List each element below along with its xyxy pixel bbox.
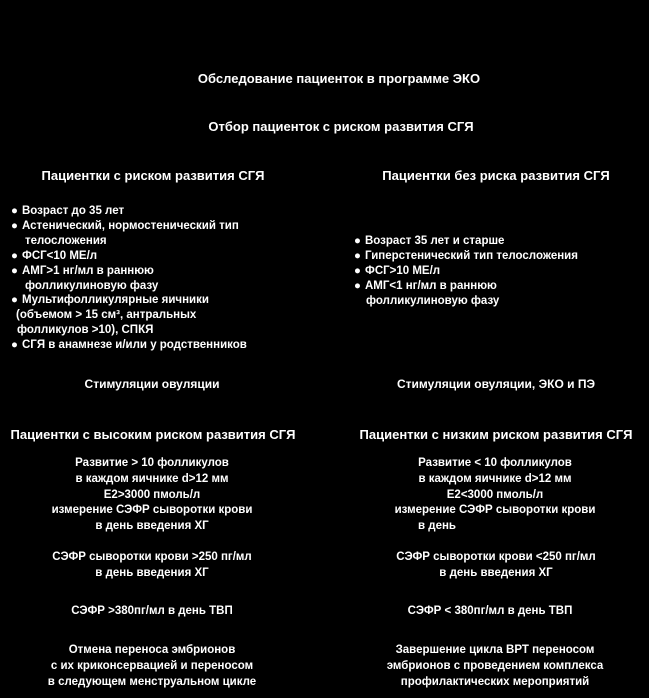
left-criteria-list <box>11 204 247 353</box>
left-stimulation-label: Стимуляции овуляции <box>84 377 220 391</box>
list-item: ● АМГ>1 нг/мл в раннюю фолликулиновую фазу <box>11 264 159 292</box>
bullet-icon: ● <box>11 249 18 262</box>
low-risk-criteria: Развитие < 10 фолликулов в каждом яичнике d>12 мм E2<3000 пмоль/л измерение СЭФР сыворотки крови в день <box>394 457 596 533</box>
low-risk-vegf-tvp: СЭФР < 380пг/мл в день ТВП <box>407 605 573 617</box>
bullet-icon: ● <box>354 279 361 292</box>
bullet-icon: ● <box>354 235 361 247</box>
bullet-icon: ● <box>11 205 18 217</box>
low-risk-vegf: СЭФР сыворотки крови <250 пг/мл в день введения ХГ <box>396 551 596 579</box>
high-risk-outcome: Отмена переноса эмбрионов с их криконсервацией и переносом в следующем менструальном цикле <box>47 644 257 688</box>
right-stimulation-label: Стимуляции овуляции, ЭКО и ПЭ <box>397 377 595 391</box>
list-item: ● АМГ<1 нг/мл в раннюю фолликулиновую фазу <box>354 279 500 307</box>
low-risk-outcome: Завершение цикла ВРТ переносом эмбрионов с проведением комплекса профилактических мероприятий <box>386 644 604 688</box>
list-item: ● Астенический, нормостенический тип телосложения <box>11 219 239 247</box>
list-item: ● ФСГ>10 МЕ/л <box>354 264 441 277</box>
selection-subtitle: Отбор пациенток с риском развития СГЯ <box>208 119 474 134</box>
list-item: ● Гиперстенический тип телосложения <box>354 249 578 262</box>
list-item: ● Возраст до 35 лет <box>11 205 125 217</box>
high-risk-vegf: СЭФР сыворотки крови >250 пг/мл в день введения ХГ <box>52 551 252 579</box>
bullet-icon: ● <box>11 294 18 307</box>
list-item: ● Возраст 35 лет и старше <box>354 235 505 247</box>
low-risk-header: Пациентки с низким риском развития СГЯ <box>359 427 633 442</box>
bullet-icon: ● <box>354 249 361 262</box>
bullet-icon: ● <box>11 339 18 352</box>
bullet-icon: ● <box>11 264 18 277</box>
high-risk-criteria: Развитие > 10 фолликулов в каждом яичнике d>12 мм E2>3000 пмоль/л измерение СЭФР сыворотки крови в день введения ХГ <box>51 457 253 533</box>
right-header: Пациентки без риска развития СГЯ <box>382 168 610 183</box>
left-header: Пациентки с риском развития СГЯ <box>41 168 265 183</box>
list-item: ● ФСГ<10 МЕ/л <box>11 249 98 262</box>
list-item: ● СГЯ в анамнезе и/или у родственников <box>11 339 247 352</box>
bullet-icon: ● <box>354 264 361 277</box>
bullet-icon: ● <box>11 219 18 232</box>
right-criteria-list <box>354 234 578 309</box>
high-risk-header: Пациентки с высоким риском развития СГЯ <box>10 427 296 442</box>
high-risk-vegf-tvp: СЭФР >380пг/мл в день ТВП <box>71 605 233 617</box>
page-title: Обследование пациенток в программе ЭКО <box>197 71 481 86</box>
list-item: ● Мультифолликулярные яичники (объемом > 15 см³, антральных фолликулов >10), СПКЯ <box>11 294 209 337</box>
